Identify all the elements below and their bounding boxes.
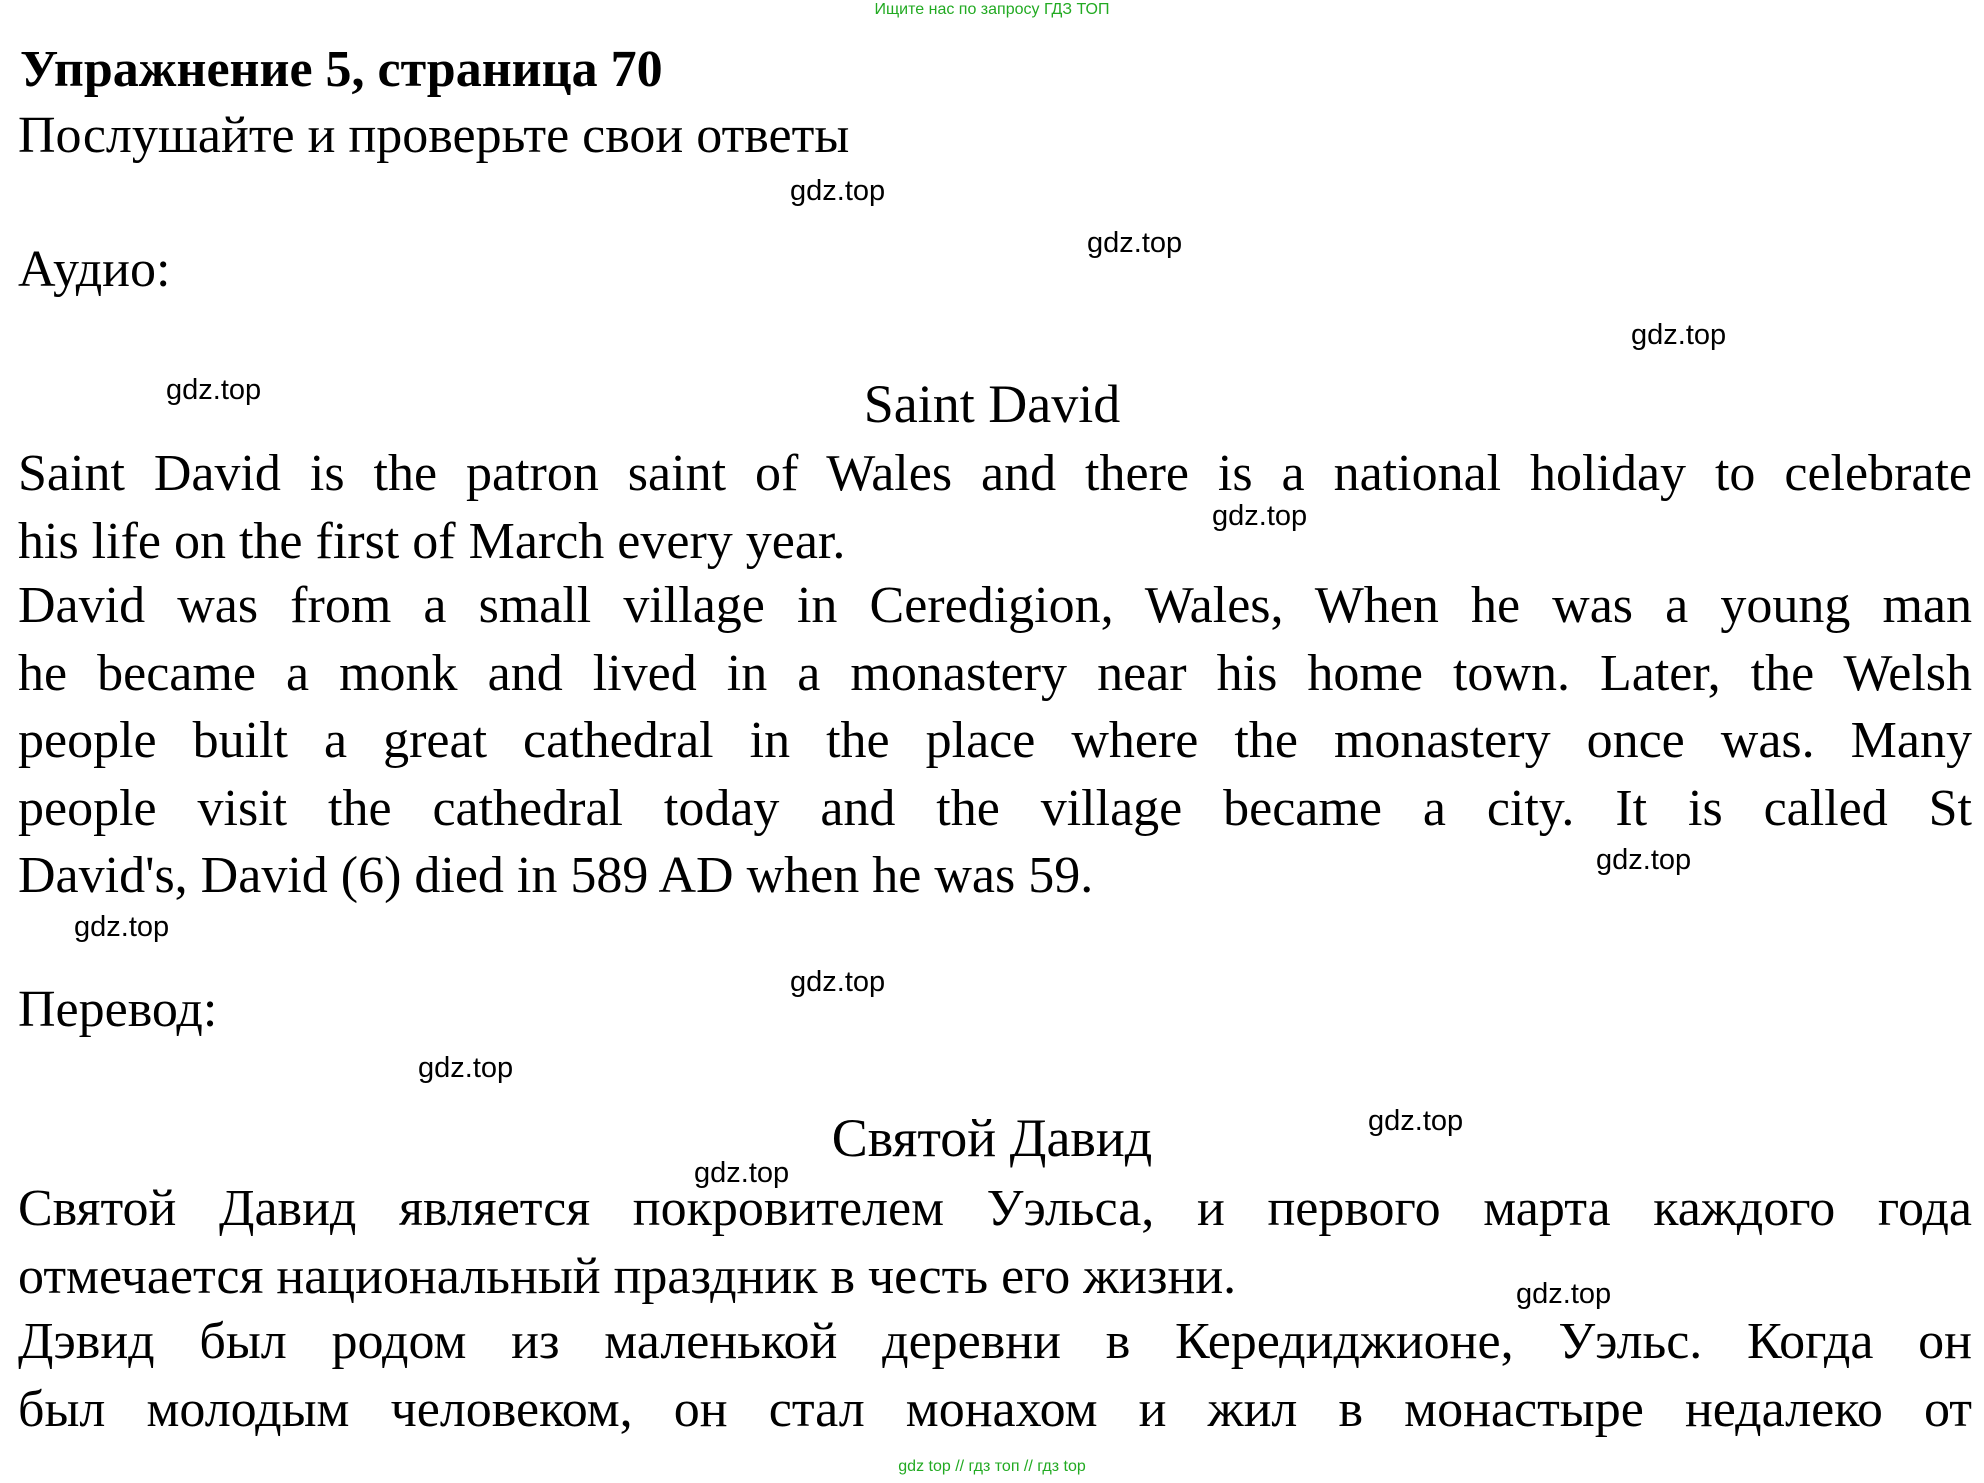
- watermark: gdz.top: [1212, 500, 1308, 532]
- russian-paragraph-2: [18, 1308, 1972, 1443]
- russian-heading: Святой Давид: [831, 1108, 1153, 1168]
- audio-label: Аудио:: [18, 241, 171, 298]
- instruction-text: Послушайте и проверьте свои ответы: [18, 107, 850, 164]
- watermark: gdz.top: [694, 1157, 790, 1189]
- english-heading: Saint David: [863, 374, 1121, 434]
- watermark: gdz.top: [418, 1052, 514, 1084]
- watermark: gdz.top: [1087, 227, 1183, 259]
- text-line: David was from a small village in Ceredigion, Wales, When he was a young man: [18, 577, 1972, 634]
- text-line: people built a great cathedral in the place where the monastery once was. Many: [18, 712, 1972, 769]
- english-paragraph-1: [18, 440, 1972, 575]
- watermark: gdz.top: [166, 374, 262, 406]
- text-line: David's, David (6) died in 589 AD when he was 59.: [18, 847, 1094, 904]
- text-line: Святой Давид является покровителем Уэльса, и первого марта каждого года: [18, 1180, 1972, 1237]
- watermark: gdz.top: [1368, 1105, 1464, 1137]
- top-banner: Ищите нас по запросу ГДЗ ТОП: [874, 1, 1110, 18]
- text-line: his life on the first of March every year.: [18, 512, 846, 570]
- russian-paragraph-1: [18, 1175, 1972, 1310]
- text-line: был молодым человеком, он стал монахом и жил в монастыре недалеко от: [18, 1380, 1972, 1438]
- watermark: gdz.top: [1596, 844, 1692, 876]
- text-line: people visit the cathedral today and the village became a city. It is called St: [18, 779, 1972, 837]
- watermark: gdz.top: [790, 966, 886, 998]
- watermark: gdz.top: [74, 911, 170, 943]
- text-line: отмечается национальный праздник в честь его жизни.: [18, 1247, 1237, 1305]
- text-line: he became a monk and lived in a monastery near his home town. Later, the Welsh: [18, 644, 1972, 702]
- watermark: gdz.top: [1516, 1278, 1612, 1310]
- watermark: gdz.top: [790, 175, 886, 207]
- text-line: Дэвид был родом из маленькой деревни в Кередиджионе, Уэльс. Когда он: [18, 1313, 1972, 1370]
- page-title: Упражнение 5, страница 70: [20, 41, 663, 98]
- text-line: Saint David is the patron saint of Wales and there is a national holiday to celebrate: [18, 445, 1972, 502]
- translation-label: Перевод:: [18, 981, 218, 1038]
- bottom-banner: gdz top // гдз топ // гдз top: [898, 1458, 1086, 1475]
- watermark: gdz.top: [1631, 319, 1727, 351]
